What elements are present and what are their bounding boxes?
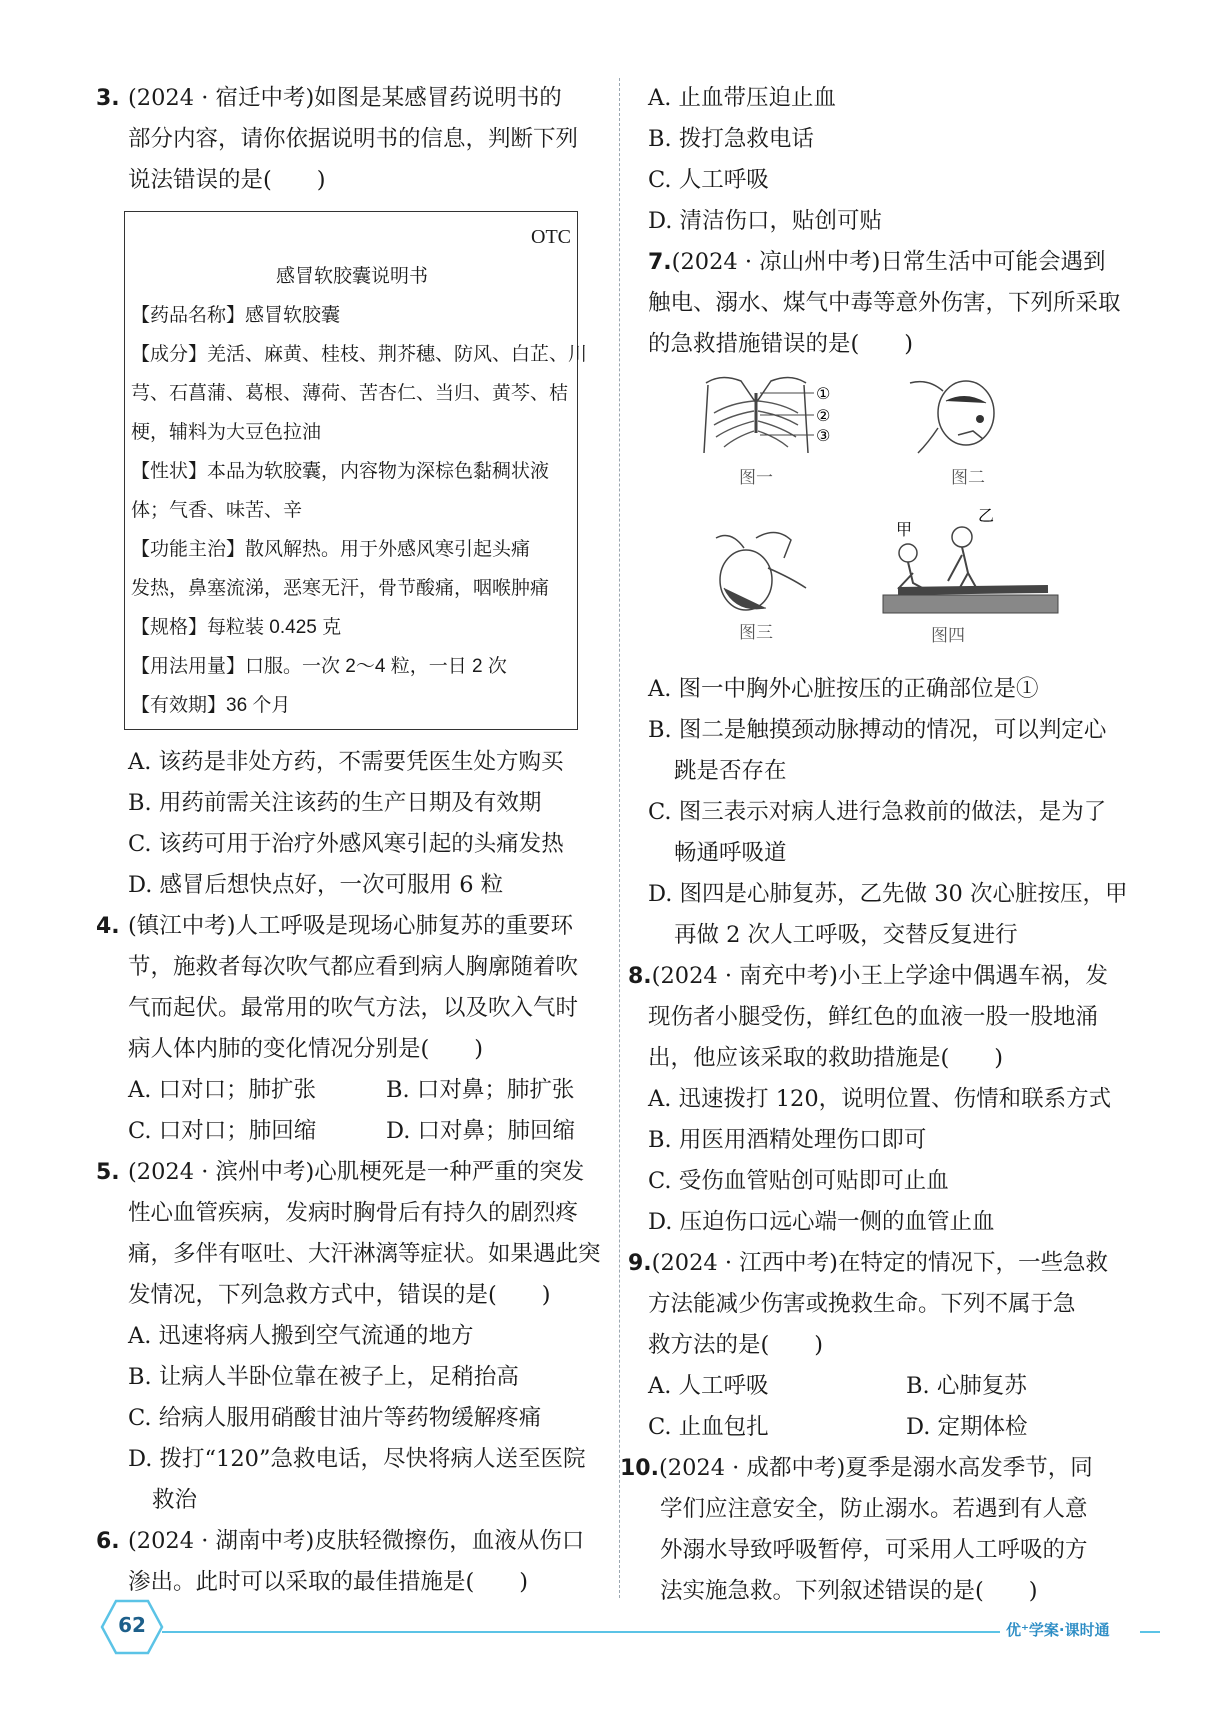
question-10 bbox=[620, 1448, 1148, 1612]
marker-3: ③ bbox=[816, 426, 831, 445]
option-d: D. 定期体检 bbox=[906, 1414, 1028, 1440]
open-airway-illustration bbox=[696, 518, 826, 618]
option-row bbox=[648, 1366, 1148, 1407]
option-d: D. 压迫伤口远心端一侧的血管止血 bbox=[648, 1209, 995, 1235]
question-stem-line: (2024 · 滨州中考)心肌梗死是一种严重的突发 bbox=[128, 1159, 585, 1185]
question-5 bbox=[96, 1152, 601, 1521]
leaflet-line: 【性状】本品为软胶囊，内容物为深棕色黏稠状液 bbox=[131, 461, 550, 482]
question-stem-line: 外溺水导致呼吸暂停，可采用人工呼吸的方 bbox=[660, 1537, 1088, 1563]
option-d-continued: 救治 bbox=[152, 1487, 198, 1513]
question-stem-line: 性心血管疾病，发病时胸骨后有持久的剧烈疼 bbox=[128, 1200, 579, 1226]
column-divider bbox=[619, 78, 620, 1598]
option-c: C. 人工呼吸 bbox=[648, 167, 769, 193]
question-stem-line: (2024 · 江西中考)在特定的情况下，一些急救 bbox=[651, 1250, 1108, 1276]
option-c: C. 该药可用于治疗外感风寒引起的头痛发热 bbox=[128, 831, 564, 857]
leaflet-line: 梗，辅料为大豆色拉油 bbox=[131, 422, 322, 443]
option-a: A. 迅速拨打 120，说明位置、伤情和联系方式 bbox=[648, 1086, 1112, 1112]
question-stem-line: 痛，多伴有呕吐、大汗淋漓等症状。如果遇此突 bbox=[128, 1241, 601, 1267]
option-d: D. 口对鼻；肺回缩 bbox=[386, 1118, 576, 1144]
rescuer-yi-label: 乙 bbox=[978, 506, 995, 525]
figure-3 bbox=[696, 518, 836, 643]
question-stem-line: 发情况，下列急救方式中，错误的是( ) bbox=[128, 1282, 551, 1308]
figure-caption: 图四 bbox=[931, 626, 965, 645]
question-stem-line: 法实施急救。下列叙述错误的是( ) bbox=[660, 1578, 1038, 1604]
option-c: C. 止血包扎 bbox=[648, 1414, 769, 1440]
leaflet-line: 【药品名称】感冒软胶囊 bbox=[131, 305, 341, 326]
question-stem-line: 现伤者小腿受伤，鲜红色的血液一股一股地涌 bbox=[648, 1004, 1099, 1030]
otc-label: OTC bbox=[531, 226, 571, 248]
option-b: B. 图二是触摸颈动脉搏动的情况，可以判定心 bbox=[648, 717, 1107, 743]
figure-caption: 图一 bbox=[739, 468, 773, 487]
marker-2: ② bbox=[816, 406, 831, 425]
question-4 bbox=[98, 906, 598, 1152]
leaflet-line: 【用法用量】口服。一次 2～4 粒，一日 2 次 bbox=[131, 656, 507, 677]
option-c: C. 口对口；肺回缩 bbox=[128, 1118, 317, 1144]
option-b: B. 用药前需关注该药的生产日期及有效期 bbox=[128, 790, 542, 816]
option-b: B. 用医用酒精处理伤口即可 bbox=[648, 1127, 927, 1153]
question-6-options bbox=[648, 78, 1148, 242]
rescuer-jia-label: 甲 bbox=[896, 520, 913, 539]
question-stem-line: 气而起伏。最常用的吹气方法，以及吹入气时 bbox=[128, 995, 579, 1021]
page-number: 62 bbox=[118, 1613, 146, 1637]
question-stem-line: 病人体内肺的变化情况分别是( ) bbox=[128, 1036, 484, 1062]
leaflet-line: 【有效期】36 个月 bbox=[131, 695, 291, 716]
option-row bbox=[648, 1407, 1148, 1448]
question-3 bbox=[98, 78, 598, 906]
cpr-illustration bbox=[868, 503, 1068, 621]
first-aid-figures bbox=[648, 373, 1148, 663]
option-c: C. 受伤血管贴创可贴即可止血 bbox=[648, 1168, 949, 1194]
option-a: A. 口对口；肺扩张 bbox=[128, 1077, 317, 1103]
option-b: B. 心肺复苏 bbox=[906, 1373, 1027, 1399]
option-row bbox=[98, 1070, 598, 1111]
leaflet-line: 【成分】羌活、麻黄、桂枝、荆芥穗、防风、白芷、川 bbox=[131, 344, 588, 365]
option-row bbox=[98, 1111, 598, 1152]
option-d: D. 拨打“120”急救电话，尽快将病人送至医院 bbox=[128, 1446, 586, 1472]
question-7 bbox=[648, 242, 1148, 956]
question-number: 3. bbox=[96, 86, 120, 111]
option-a: A. 人工呼吸 bbox=[648, 1373, 769, 1399]
footer-rule-tail bbox=[1140, 1631, 1160, 1633]
question-6 bbox=[98, 1521, 598, 1603]
question-number: 8. bbox=[628, 964, 652, 989]
figure-caption: 图三 bbox=[739, 623, 773, 642]
question-stem-line: (2024 · 宿迁中考)如图是某感冒药说明书的 bbox=[128, 85, 562, 111]
leaflet-line: 体；气香、味苦、辛 bbox=[131, 500, 303, 521]
left-column bbox=[96, 78, 601, 1603]
option-d-continued: 再做 2 次人工呼吸，交替反复进行 bbox=[674, 922, 1018, 948]
question-stem-line: 的急救措施错误的是( ) bbox=[648, 331, 914, 357]
footer-rule bbox=[162, 1631, 1092, 1633]
question-stem-line: (2024 · 南充中考)小王上学途中偶遇车祸，发 bbox=[651, 963, 1108, 989]
question-stem-line: (镇江中考)人工呼吸是现场心肺复苏的重要环 bbox=[128, 913, 574, 939]
option-d: D. 图四是心肺复苏，乙先做 30 次心脏按压，甲 bbox=[648, 881, 1128, 907]
question-8 bbox=[628, 956, 1148, 1243]
question-number: 7. bbox=[648, 250, 672, 275]
figure-caption: 图二 bbox=[951, 468, 985, 487]
leaflet-line: 芎、石菖蒲、葛根、薄荷、苦杏仁、当归、黄芩、桔 bbox=[131, 383, 569, 404]
figure-2 bbox=[898, 373, 1038, 488]
option-a: A. 该药是非处方药，不需要凭医生处方购买 bbox=[128, 749, 564, 775]
figure-1 bbox=[696, 373, 836, 488]
option-b: B. 让病人半卧位靠在被子上，足稍抬高 bbox=[128, 1364, 519, 1390]
question-number: 5. bbox=[96, 1160, 120, 1185]
leaflet-line: 【规格】每粒装 0.425 克 bbox=[131, 617, 342, 638]
option-c: C. 给病人服用硝酸甘油片等药物缓解疼痛 bbox=[128, 1405, 542, 1431]
option-b: B. 拨打急救电话 bbox=[648, 126, 814, 152]
leaflet-line: 【功能主治】散风解热。用于外感风寒引起头痛 bbox=[131, 539, 531, 560]
right-column bbox=[620, 78, 1148, 1612]
question-stem-line: 部分内容，请你依据说明书的信息，判断下列 bbox=[128, 126, 579, 152]
option-b: B. 口对鼻；肺扩张 bbox=[386, 1077, 575, 1103]
question-number: 10. bbox=[620, 1456, 659, 1481]
question-stem-line: (2024 · 湖南中考)皮肤轻微擦伤，血液从伤口 bbox=[128, 1528, 585, 1554]
option-d: D. 感冒后想快点好，一次可服用 6 粒 bbox=[128, 872, 504, 898]
question-number: 9. bbox=[628, 1251, 652, 1276]
option-b-continued: 跳是否存在 bbox=[674, 758, 787, 784]
question-stem-line: 渗出。此时可以采取的最佳措施是( ) bbox=[128, 1569, 529, 1595]
question-stem-line: 方法能减少伤害或挽救生命。下列不属于急 bbox=[648, 1291, 1076, 1317]
question-9 bbox=[628, 1243, 1148, 1448]
option-a: A. 图一中胸外心脏按压的正确部位是① bbox=[648, 676, 1039, 702]
question-stem-line: 学们应注意安全，防止溺水。若遇到有人意 bbox=[660, 1496, 1088, 1522]
option-d: D. 清洁伤口，贴创可贴 bbox=[648, 208, 883, 234]
question-stem-line: 节，施救者每次吹气都应看到病人胸廓随着吹 bbox=[128, 954, 579, 980]
question-stem-line: 出，他应该采取的救助措施是( ) bbox=[648, 1045, 1004, 1071]
leaflet-line: 发热，鼻塞流涕，恶寒无汗，骨节酸痛，咽喉肿痛 bbox=[131, 578, 550, 599]
option-a: A. 止血带压迫止血 bbox=[648, 85, 837, 111]
question-stem-line: 说法错误的是( ) bbox=[128, 167, 326, 193]
question-number: 4. bbox=[96, 914, 120, 939]
marker-1: ① bbox=[816, 384, 831, 403]
figure-4 bbox=[868, 503, 1068, 646]
question-stem-line: (2024 · 成都中考)夏季是溺水高发季节，同 bbox=[658, 1455, 1093, 1481]
leaflet-title: 感冒软胶囊说明书 bbox=[275, 266, 428, 287]
page-footer bbox=[100, 1597, 1160, 1657]
brand-logo: 优⁺学案·课时通 bbox=[1000, 1619, 1116, 1640]
question-number: 6. bbox=[96, 1529, 120, 1554]
question-stem-line: 触电、溺水、煤气中毒等意外伤害，下列所采取 bbox=[648, 290, 1121, 316]
carotid-pulse-illustration bbox=[898, 373, 1038, 463]
ribcage-illustration bbox=[696, 373, 846, 463]
question-stem-line: 救方法的是( ) bbox=[648, 1332, 824, 1358]
option-c: C. 图三表示对病人进行急救前的做法，是为了 bbox=[648, 799, 1107, 825]
option-c-continued: 畅通呼吸道 bbox=[674, 840, 787, 866]
medicine-leaflet-box bbox=[124, 211, 588, 730]
question-stem-line: (2024 · 凉山州中考)日常生活中可能会遇到 bbox=[671, 249, 1106, 275]
option-a: A. 迅速将病人搬到空气流通的地方 bbox=[128, 1323, 474, 1349]
